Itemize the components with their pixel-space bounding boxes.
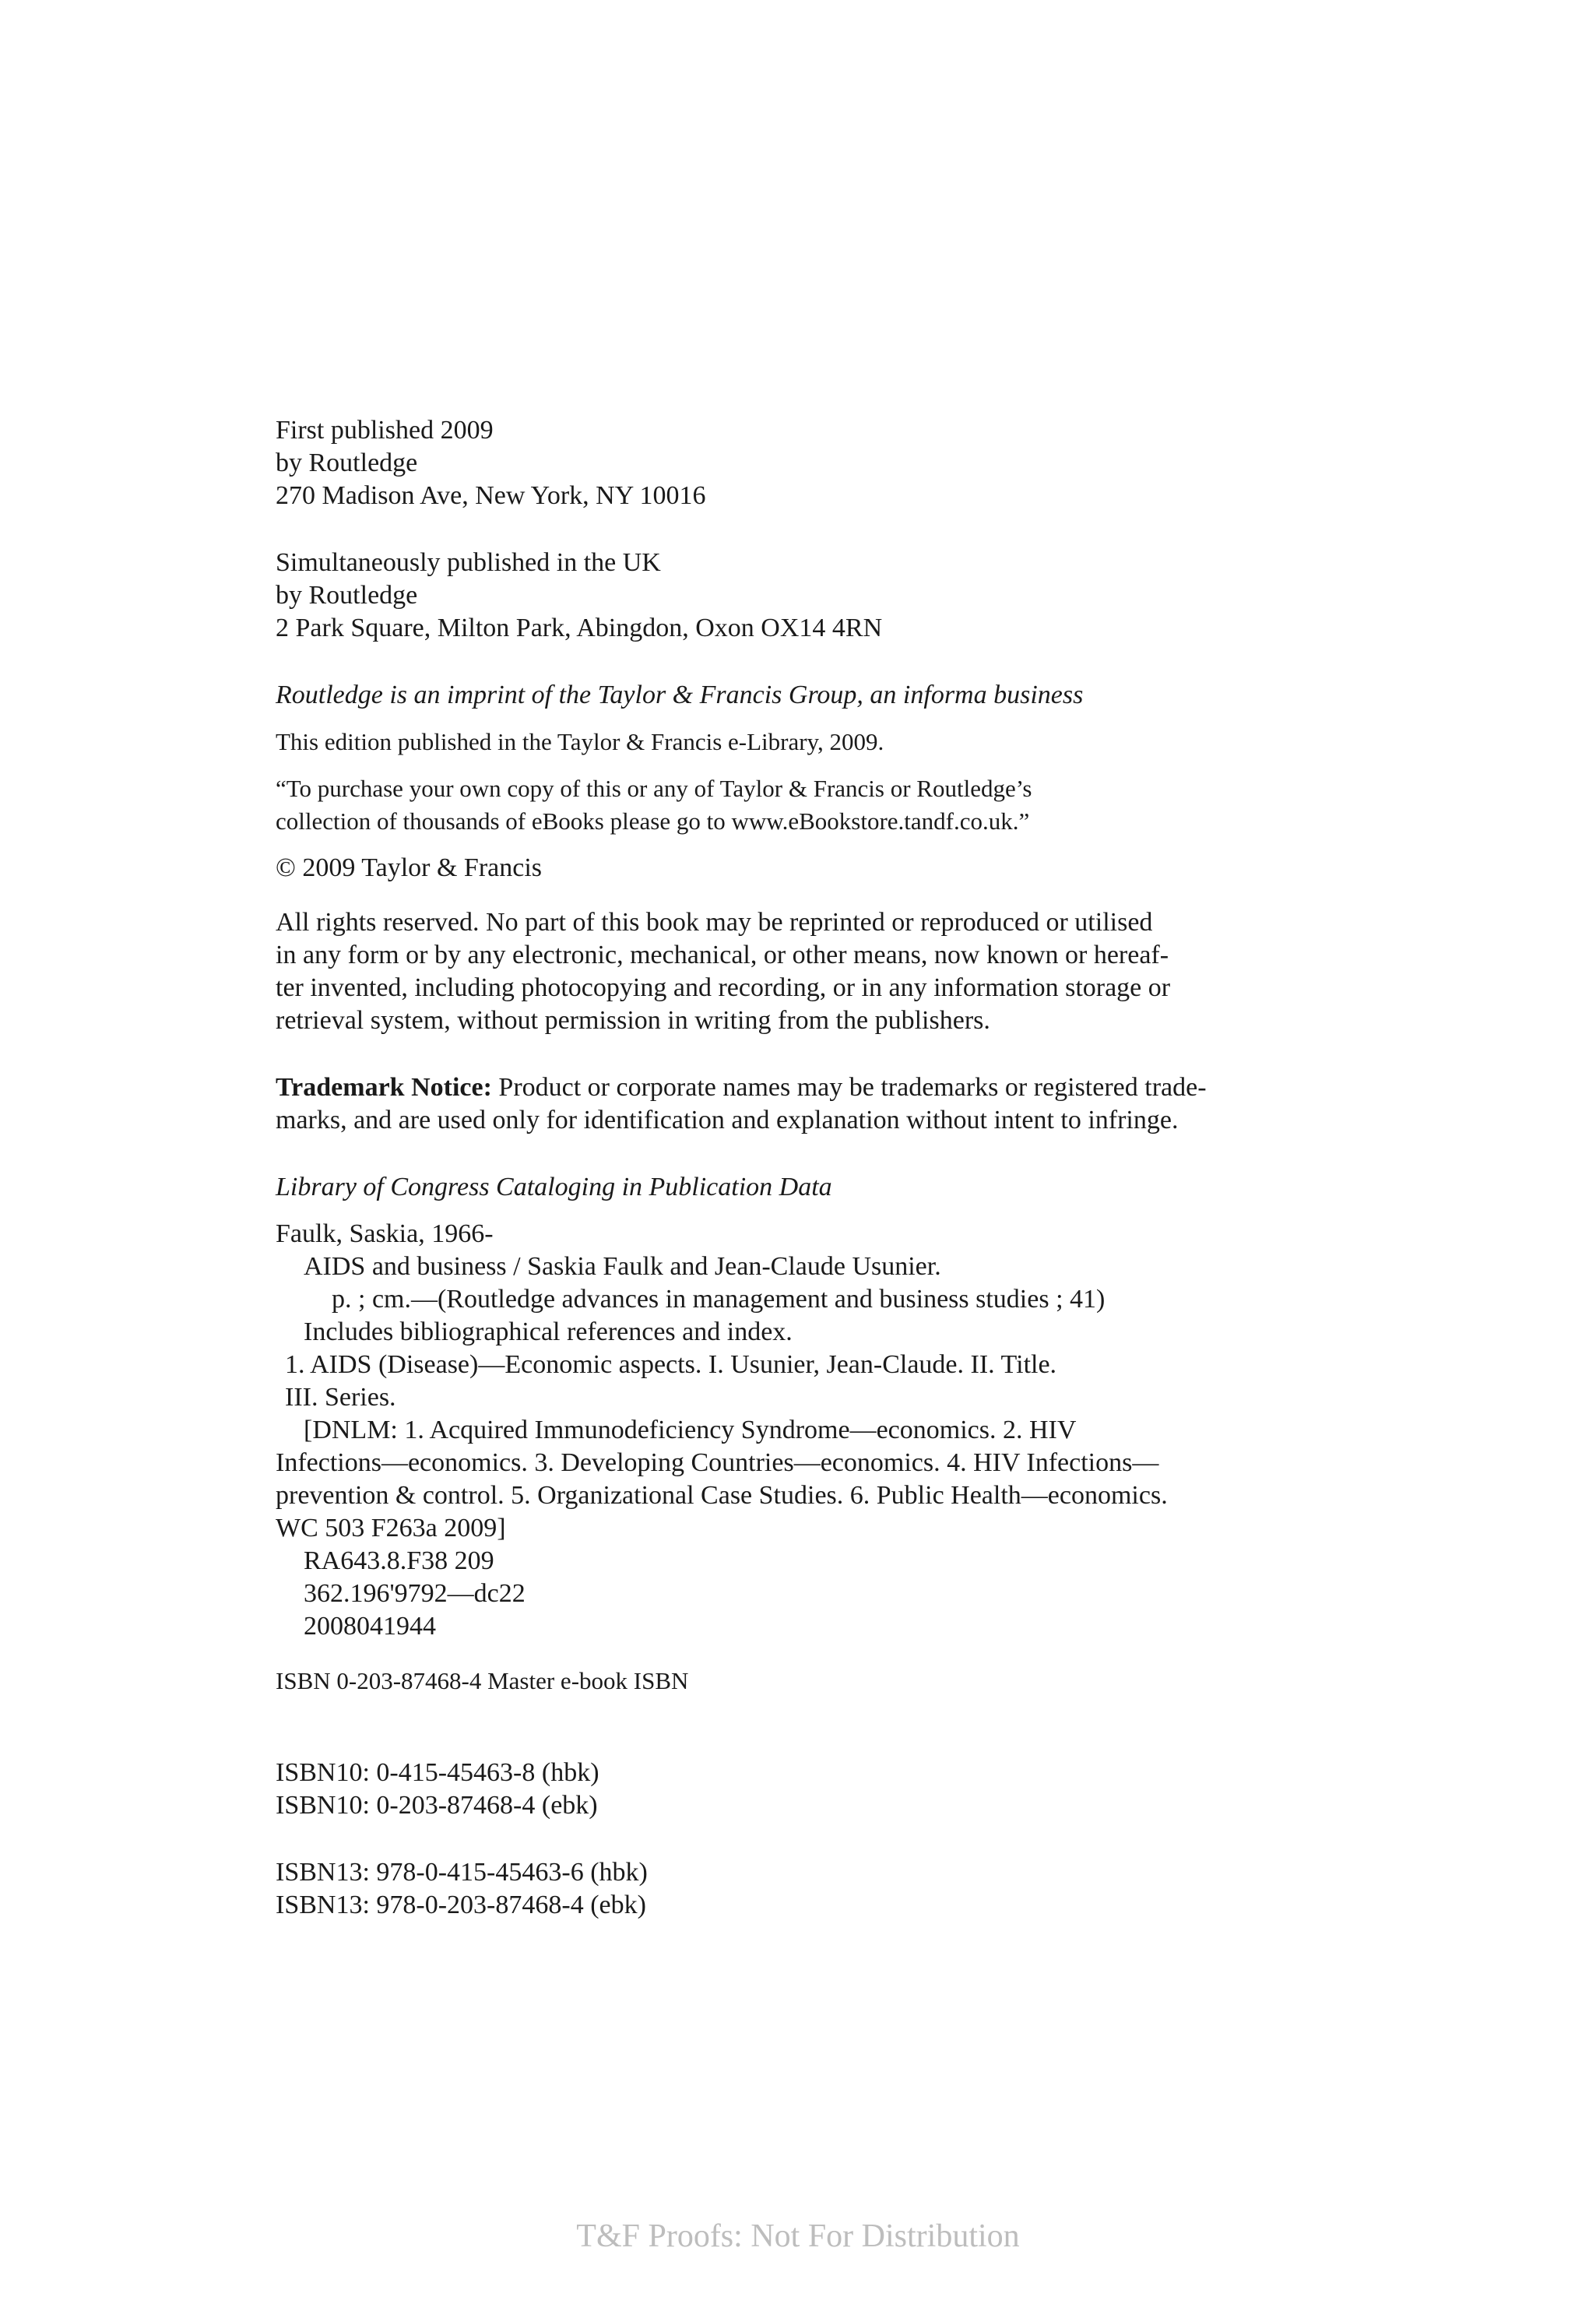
isbn10-ebk: ISBN10: 0-203-87468-4 (ebk) — [276, 1791, 598, 1820]
copyright-page — [276, 414, 1334, 1922]
cip-line: III. Series. — [285, 1383, 396, 1412]
address-uk: 2 Park Square, Milton Park, Abingdon, Oxon OX14 4RN — [276, 614, 883, 642]
cip-line: Infections—economics. 3. Developing Countries—economics. 4. HIV Infections— — [276, 1448, 1159, 1477]
first-published: First published 2009 — [276, 416, 494, 445]
trademark-line-2: marks, and are used only for identification and explanation without intent to infringe. — [276, 1106, 1179, 1134]
isbn13-hbk: ISBN13: 978-0-415-45463-6 (hbk) — [276, 1858, 648, 1887]
rights-line-4: retrieval system, without permission in writing from the publishers. — [276, 1006, 990, 1035]
address-us: 270 Madison Ave, New York, NY 10016 — [276, 481, 706, 510]
purchase-line-1: “To purchase your own copy of this or any of Taylor & Francis or Routledge’s — [276, 775, 1032, 802]
cip-line: 362.196'9792—dc22 — [304, 1579, 526, 1608]
rights-line-2: in any form or by any electronic, mechanical, or other means, now known or hereaf- — [276, 941, 1169, 969]
publisher-uk: by Routledge — [276, 581, 418, 610]
cip-line: prevention & control. 5. Organizational Case Studies. 6. Public Health—economics. — [276, 1481, 1168, 1510]
cip-line: AIDS and business / Saskia Faulk and Jean-Claude Usunier. — [304, 1252, 941, 1281]
rights-line-1: All rights reserved. No part of this book may be reprinted or reproduced or utilised — [276, 908, 1153, 937]
proof-watermark: T&F Proofs: Not For Distribution — [576, 2218, 1020, 2254]
copyright-notice: © 2009 Taylor & Francis — [276, 853, 543, 882]
cip-line: 2008041944 — [304, 1612, 436, 1641]
cip-line: Includes bibliographical references and index. — [304, 1317, 793, 1346]
isbn13-ebk: ISBN13: 978-0-203-87468-4 (ebk) — [276, 1891, 646, 1919]
cip-line: [DNLM: 1. Acquired Immunodeficiency Syndrome—economics. 2. HIV — [304, 1416, 1077, 1444]
edition-statement: This edition published in the Taylor & Francis e-Library, 2009. — [276, 728, 884, 755]
cip-line: RA643.8.F38 209 — [304, 1546, 494, 1575]
publisher-us: by Routledge — [276, 448, 418, 477]
imprint-statement: Routledge is an imprint of the Taylor & Francis Group, an informa business — [276, 681, 1084, 709]
purchase-line-2: collection of thousands of eBooks please go to www.eBookstore.tandf.co.uk.” — [276, 807, 1030, 835]
rights-line-3: ter invented, including photocopying and recording, or in any information storage or — [276, 973, 1171, 1002]
simultaneous-publication: Simultaneously published in the UK — [276, 548, 661, 577]
cip-line: WC 503 F263a 2009] — [276, 1514, 506, 1542]
cip-line: p. ; cm.—(Routledge advances in management and business studies ; 41) — [332, 1285, 1106, 1314]
isbn10-hbk: ISBN10: 0-415-45463-8 (hbk) — [276, 1758, 599, 1787]
cip-line: 1. AIDS (Disease)—Economic aspects. I. Usunier, Jean-Claude. II. Title. — [285, 1350, 1057, 1379]
trademark-label: Trademark Notice: — [276, 1073, 492, 1102]
cip-line: Faulk, Saskia, 1966- — [276, 1219, 494, 1248]
cip-heading: Library of Congress Cataloging in Publication Data — [276, 1173, 832, 1201]
master-isbn: ISBN 0-203-87468-4 Master e-book ISBN — [276, 1667, 689, 1694]
trademark-line-1 — [276, 1071, 1334, 1104]
trademark-text-1: Product or corporate names may be trademarks or registered trade- — [491, 1073, 1207, 1102]
